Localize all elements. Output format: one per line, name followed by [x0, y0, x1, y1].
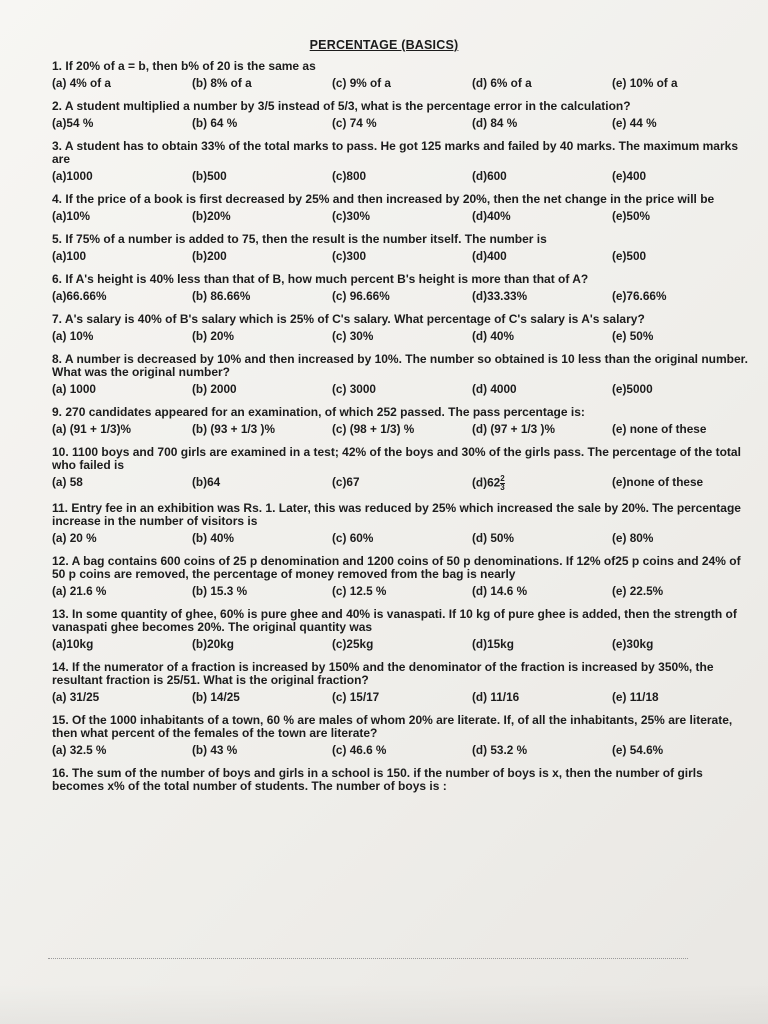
answer-option [612, 584, 752, 598]
answer-option [52, 289, 192, 303]
answer-option-label: (d)40% [472, 209, 511, 223]
answer-option-label: (e) 10% of a [612, 76, 678, 90]
answer-option-label: (d) 84 % [472, 116, 518, 130]
mixed-fraction [500, 475, 504, 492]
answer-option-label: (e)400 [612, 169, 647, 183]
question-text: If the price of a book is first decreased by 25% and then increased by 20%, then the net change in the price will be [65, 192, 715, 206]
answer-option-label: (c) 46.6 % [332, 743, 387, 757]
question-1 [52, 60, 752, 90]
answer-option [612, 690, 752, 704]
answer-option [192, 209, 332, 223]
question-text: A's salary is 40% of B's salary which is 25% of C's salary. What percentage of C's salary is A's salary? [64, 312, 645, 326]
answer-option-label: (d) 6% of a [472, 76, 532, 90]
question-number: 12. [52, 554, 69, 568]
answer-option-label: (a) 20 % [52, 531, 97, 545]
answer-option [472, 743, 612, 757]
question-list [52, 60, 752, 803]
answer-option [612, 329, 752, 343]
answer-option-label: (b) 15.3 % [192, 584, 248, 598]
question-text: Of the 1000 inhabitants of a town, 60 % are males of whom 20% are literate. If, of all the inhabitants, 25% are literate, then what percent of the females of the town are literate? [52, 713, 733, 740]
question-number: 8. [52, 352, 63, 366]
question-number: 3. [52, 139, 63, 153]
answer-option [472, 475, 612, 492]
options-row [52, 743, 752, 757]
answer-option-label: (d)400 [472, 249, 507, 263]
question-number: 9. [52, 405, 63, 419]
answer-option-label: (b)20% [192, 209, 231, 223]
answer-option [472, 209, 612, 223]
answer-option-label: (b) 86.66% [192, 289, 251, 303]
answer-option [52, 475, 192, 492]
answer-option [52, 690, 192, 704]
question-text: If the numerator of a fraction is increased by 150% and the denominator of the fraction is increased by 350%, the resultant fraction is 25/51. What is the original fraction? [52, 660, 714, 687]
answer-option [472, 289, 612, 303]
answer-option [52, 76, 192, 90]
answer-option-label: (c) 3000 [332, 382, 376, 396]
answer-option [472, 329, 612, 343]
answer-option-label: (b)200 [192, 249, 227, 263]
answer-option-label: (d) 14.6 % [472, 584, 528, 598]
question-stem [52, 233, 752, 246]
answer-option [192, 475, 332, 492]
options-row [52, 329, 752, 343]
answer-option [52, 249, 192, 263]
question-2 [52, 100, 752, 130]
answer-option-label: (d) 11/16 [472, 690, 520, 704]
question-number: 16. [52, 766, 69, 780]
answer-option [52, 169, 192, 183]
answer-option-label: (a) 21.6 % [52, 584, 107, 598]
answer-option [332, 116, 472, 130]
answer-option [332, 743, 472, 757]
answer-option [472, 169, 612, 183]
answer-option [332, 637, 472, 651]
answer-option-label: (c)67 [332, 475, 360, 489]
answer-option-label: (e) 80% [612, 531, 654, 545]
options-row [52, 690, 752, 704]
question-text: 1100 boys and 700 girls are examined in a test; 42% of the boys and 30% of the girls pass. The percentage of the total who failed is [52, 445, 741, 472]
answer-option-label: (a) 31/25 [52, 690, 100, 704]
answer-option-label: (b) 64 % [192, 116, 238, 130]
answer-option [472, 116, 612, 130]
options-row [52, 289, 752, 303]
answer-option-label: (a)54 % [52, 116, 94, 130]
answer-option-label: (b) 20% [192, 329, 234, 343]
answer-option-label: (d) 40% [472, 329, 514, 343]
question-text: Entry fee in an exhibition was Rs. 1. Later, this was reduced by 25% which increased the sale by 20%. The percentage increase in the number of visitors is [52, 501, 741, 528]
answer-option [52, 743, 192, 757]
question-number: 15. [52, 713, 69, 727]
answer-option-label: (d) (97 + 1/3 )% [472, 422, 555, 436]
fraction-denominator: 3 [500, 483, 505, 492]
answer-option-label: (c)25kg [332, 637, 374, 651]
answer-option-label: (a)10kg [52, 637, 94, 651]
answer-option [472, 584, 612, 598]
answer-option [332, 289, 472, 303]
question-text: 270 candidates appeared for an examination, of which 252 passed. The pass percentage is: [65, 405, 585, 419]
options-row [52, 531, 752, 545]
question-stem [52, 100, 752, 113]
answer-option-label: (b) 14/25 [192, 690, 240, 704]
answer-option [332, 422, 472, 436]
question-text: If A's height is 40% less than that of B, how much percent B's height is more than that of A? [65, 272, 589, 286]
question-text: A number is decreased by 10% and then increased by 10%. The number so obtained is 10 less than the original number. What was the original number? [52, 352, 748, 379]
answer-option [472, 690, 612, 704]
options-row [52, 584, 752, 598]
answer-option [332, 475, 472, 492]
answer-option [52, 329, 192, 343]
question-9 [52, 406, 752, 436]
answer-option-label: (d) 53.2 % [472, 743, 528, 757]
answer-option-label: (d)33.33% [472, 289, 528, 303]
answer-option [192, 249, 332, 263]
answer-option [472, 531, 612, 545]
answer-option-label: (c) 74 % [332, 116, 377, 130]
answer-option [192, 584, 332, 598]
answer-option [192, 743, 332, 757]
question-number: 4. [52, 192, 63, 206]
answer-option [332, 382, 472, 396]
question-10 [52, 446, 752, 492]
question-number: 14. [52, 660, 69, 674]
answer-option [612, 382, 752, 396]
answer-option-label: (e) 54.6% [612, 743, 664, 757]
question-text: A bag contains 600 coins of 25 p denomination and 1200 coins of 50 p denominations. If 12% of25 p coins and 24% of 50 p coins are removed, the percentage of money removed from the bag is nearly [52, 554, 741, 581]
answer-option [472, 249, 612, 263]
worksheet-title: PERCENTAGE (BASICS) [309, 38, 459, 52]
answer-option-label: (c) 30% [332, 329, 374, 343]
question-number: 5. [52, 232, 63, 246]
answer-option [332, 249, 472, 263]
answer-option [52, 116, 192, 130]
options-row [52, 116, 752, 130]
answer-option-label: (a) 1000 [52, 382, 96, 396]
answer-option-label: (d)15kg [472, 637, 514, 651]
question-stem [52, 502, 752, 528]
question-stem [52, 60, 752, 73]
answer-option [472, 637, 612, 651]
answer-option-label: (c) (98 + 1/3) % [332, 422, 415, 436]
answer-option [52, 531, 192, 545]
question-13 [52, 608, 752, 651]
question-number: 10. [52, 445, 69, 459]
answer-option-label: (c)300 [332, 249, 367, 263]
answer-option-label: (a) 10% [52, 329, 94, 343]
question-8 [52, 353, 752, 396]
options-row [52, 475, 752, 492]
answer-option-label: (b) 40% [192, 531, 234, 545]
options-row [52, 76, 752, 90]
answer-option [192, 76, 332, 90]
answer-option [612, 475, 752, 492]
question-stem [52, 140, 752, 166]
answer-option [612, 637, 752, 651]
answer-option [472, 76, 612, 90]
options-row [52, 382, 752, 396]
answer-option-label: (a)10% [52, 209, 91, 223]
question-stem [52, 353, 752, 379]
answer-option-label: (e) 44 % [612, 116, 657, 130]
question-7 [52, 313, 752, 343]
page-shadow [0, 984, 768, 1024]
answer-option [52, 209, 192, 223]
options-row [52, 169, 752, 183]
answer-option-label: (e) 22.5% [612, 584, 664, 598]
answer-option [52, 637, 192, 651]
answer-option-label: (a) 58 [52, 475, 83, 489]
answer-option [192, 422, 332, 436]
answer-option-label: (b)64 [192, 475, 221, 489]
answer-option-label: (b) 2000 [192, 382, 237, 396]
answer-option-label: (c) 96.66% [332, 289, 390, 303]
answer-option [332, 531, 472, 545]
question-stem [52, 406, 752, 419]
answer-option-label: (e)30kg [612, 637, 654, 651]
question-stem [52, 313, 752, 326]
answer-option [192, 329, 332, 343]
answer-option [472, 422, 612, 436]
answer-option-label: (b) 43 % [192, 743, 238, 757]
answer-option [612, 743, 752, 757]
answer-option [612, 289, 752, 303]
answer-option-label: (d) 4000 [472, 382, 517, 396]
options-row [52, 249, 752, 263]
answer-option-label: (c) 9% of a [332, 76, 391, 90]
answer-option [332, 690, 472, 704]
answer-option [52, 584, 192, 598]
answer-option [192, 637, 332, 651]
question-5 [52, 233, 752, 263]
answer-option-label: (b)20kg [192, 637, 234, 651]
question-15 [52, 714, 752, 757]
question-number: 13. [52, 607, 69, 621]
answer-option-label: (a) 32.5 % [52, 743, 107, 757]
question-number: 2. [52, 99, 63, 113]
question-number: 1. [52, 59, 63, 73]
dotted-divider [48, 958, 688, 959]
answer-option-label: (e) 50% [612, 329, 654, 343]
options-row [52, 637, 752, 651]
answer-option-label: (b) 8% of a [192, 76, 252, 90]
question-number: 11. [52, 501, 69, 515]
answer-option [332, 169, 472, 183]
question-12 [52, 555, 752, 598]
question-3 [52, 140, 752, 183]
answer-option [612, 249, 752, 263]
question-16 [52, 767, 752, 793]
answer-option-label: (c) 12.5 % [332, 584, 387, 598]
question-text: The sum of the number of boys and girls in a school is 150. if the number of boys is x, then the number of girls becomes x% of the total number of students. The number of boys is : [52, 766, 703, 793]
question-stem [52, 767, 752, 793]
answer-option-label: (a) 4% of a [52, 76, 111, 90]
answer-option-label: (e)500 [612, 249, 647, 263]
question-stem [52, 193, 752, 206]
answer-option-label: (b) (93 + 1/3 )% [192, 422, 275, 436]
question-6 [52, 273, 752, 303]
answer-option-label: (e)76.66% [612, 289, 667, 303]
answer-option-label: (d)62 [472, 475, 501, 490]
answer-option [332, 76, 472, 90]
answer-option-label: (b)500 [192, 169, 227, 183]
question-stem [52, 446, 752, 472]
question-text: A student has to obtain 33% of the total marks to pass. He got 125 marks and failed by 40 marks. The maximum marks are [52, 139, 739, 166]
answer-option [612, 422, 752, 436]
answer-option [52, 422, 192, 436]
question-number: 6. [52, 272, 63, 286]
answer-option [612, 531, 752, 545]
answer-option [192, 690, 332, 704]
answer-option [192, 382, 332, 396]
answer-option [192, 116, 332, 130]
question-stem [52, 273, 752, 286]
question-text: A student multiplied a number by 3/5 instead of 5/3, what is the percentage error in the calculation? [64, 99, 631, 113]
options-row [52, 422, 752, 436]
answer-option [472, 382, 612, 396]
question-stem [52, 714, 752, 740]
answer-option [612, 209, 752, 223]
options-row [52, 209, 752, 223]
answer-option [192, 531, 332, 545]
answer-option [332, 584, 472, 598]
answer-option [612, 76, 752, 90]
question-stem [52, 555, 752, 581]
answer-option-label: (e)50% [612, 209, 651, 223]
answer-option-label: (a)66.66% [52, 289, 107, 303]
question-text: If 20% of a = b, then b% of 20 is the same as [65, 59, 316, 73]
answer-option-label: (c) 60% [332, 531, 374, 545]
question-stem [52, 608, 752, 634]
answer-option-label: (c)800 [332, 169, 367, 183]
answer-option [192, 289, 332, 303]
answer-option-label: (d)600 [472, 169, 507, 183]
answer-option-label: (e)5000 [612, 382, 653, 396]
fraction-numerator: 2 [500, 474, 505, 483]
question-number: 7. [52, 312, 63, 326]
answer-option-label: (c)30% [332, 209, 371, 223]
answer-option-label: (a)1000 [52, 169, 93, 183]
answer-option-label: (e)none of these [612, 475, 704, 489]
question-14 [52, 661, 752, 704]
answer-option-label: (d) 50% [472, 531, 514, 545]
answer-option-label: (a) (91 + 1/3)% [52, 422, 132, 436]
question-stem [52, 661, 752, 687]
answer-option [612, 169, 752, 183]
answer-option [332, 329, 472, 343]
question-11 [52, 502, 752, 545]
answer-option-label: (e) 11/18 [612, 690, 659, 704]
question-text: If 75% of a number is added to 75, then the result is the number itself. The number is [65, 232, 547, 246]
answer-option [332, 209, 472, 223]
answer-option [612, 116, 752, 130]
answer-option-label: (c) 15/17 [332, 690, 380, 704]
answer-option [192, 169, 332, 183]
question-text: In some quantity of ghee, 60% is pure ghee and 40% is vanaspati. If 10 kg of pure ghee is added, then the strength of vanaspati ghee becomes 20%. The original quantity was [52, 607, 737, 634]
question-4 [52, 193, 752, 223]
answer-option-label: (e) none of these [612, 422, 707, 436]
answer-option [52, 382, 192, 396]
answer-option-label: (a)100 [52, 249, 87, 263]
